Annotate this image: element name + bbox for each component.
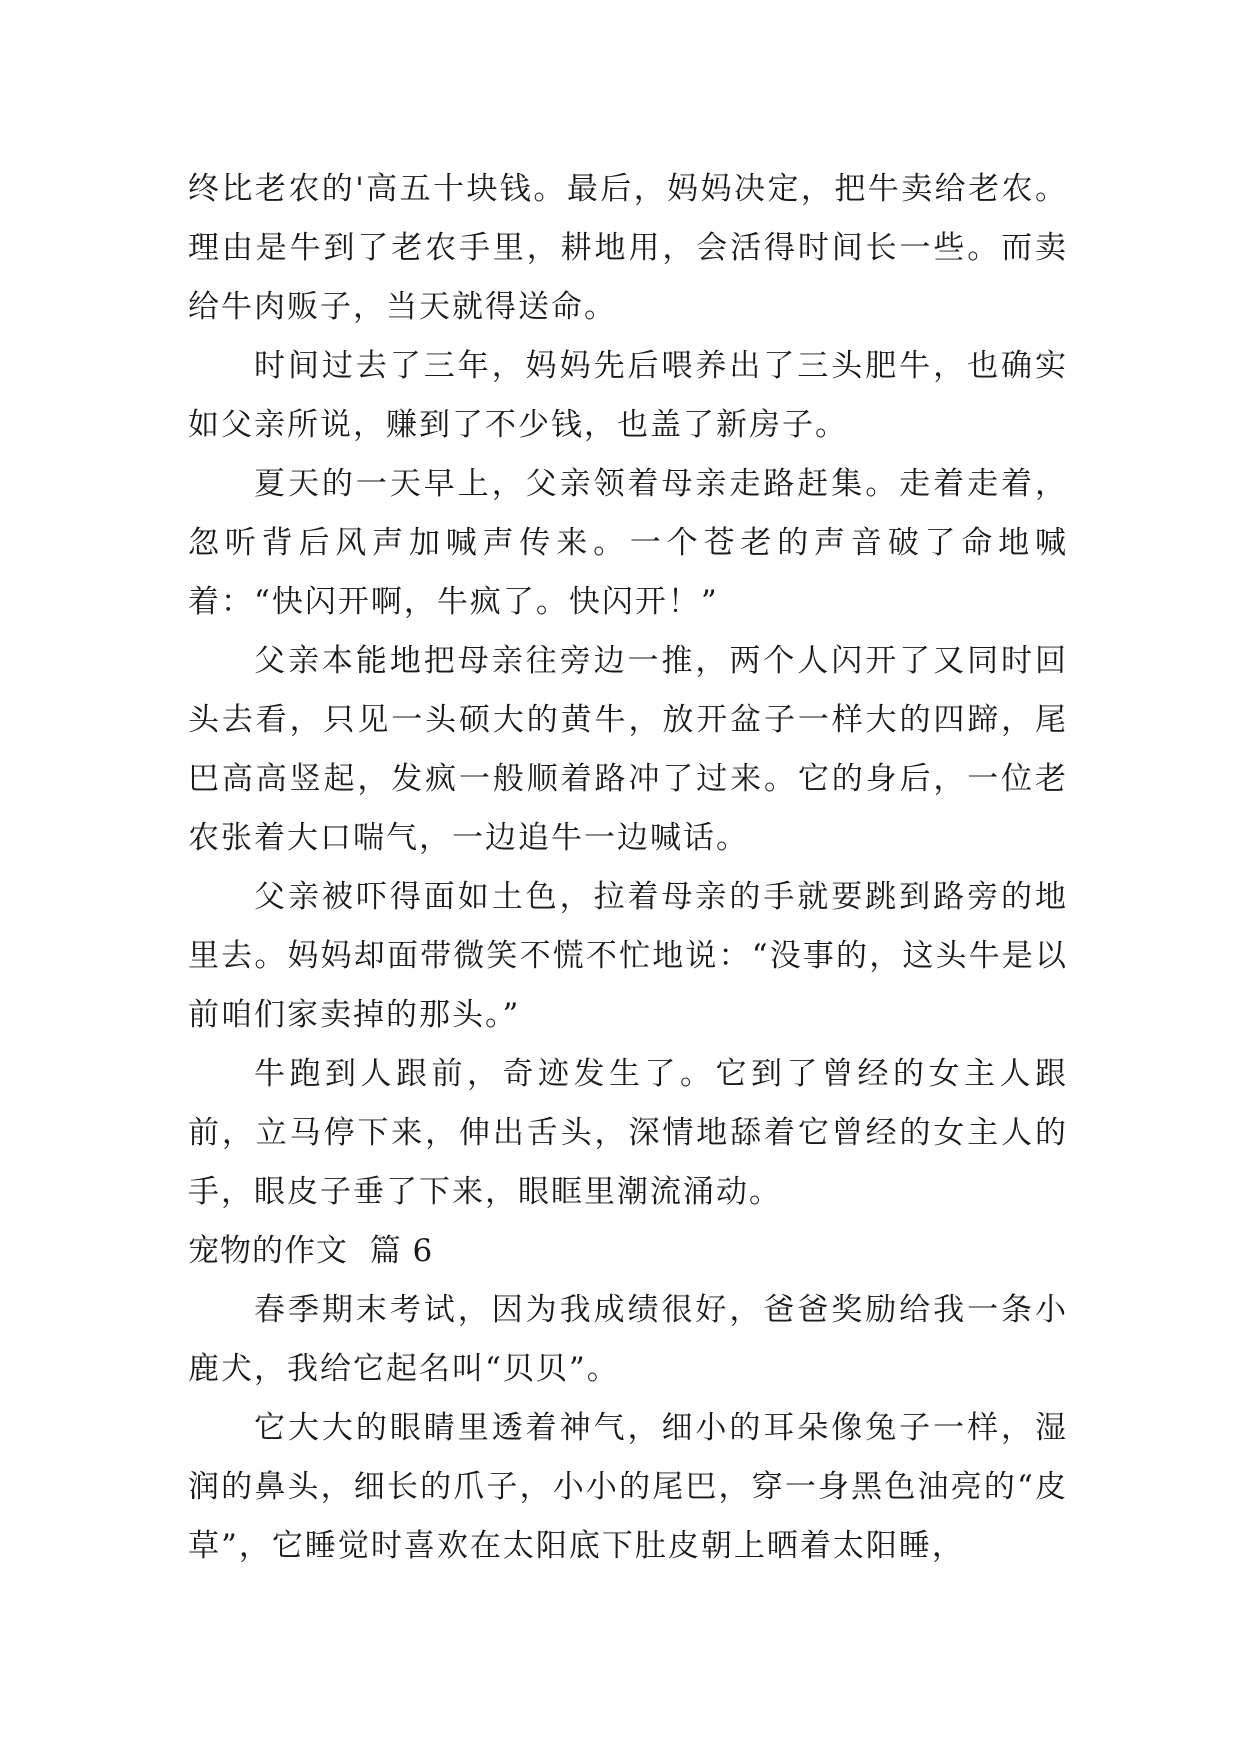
- paragraph-6: 牛跑到人跟前，奇迹发生了。它到了曾经的女主人跟前，立马停下来，伸出舌头，深情地舔着它曾经的女主人的手，眼皮子垂了下来，眼眶里潮流涌动。: [188, 1056, 1068, 1210]
- paragraph-2: 时间过去了三年，妈妈先后喂养出了三头肥牛，也确实如父亲所说，赚到了不少钱，也盖了新房子。: [188, 348, 1068, 443]
- paragraph-4: 父亲本能地把母亲往旁边一推，两个人闪开了又同时回头去看，只见一头硕大的黄牛，放开盆子一样大的四蹄，尾巴高高竖起，发疯一般顺着路冲了过来。它的身后，一位老农张着大口喘气，一边追牛一边喊话。: [188, 643, 1068, 856]
- document-body: [188, 160, 1068, 1576]
- paragraph-1: 终比老农的'高五十块钱。最后，妈妈决定，把牛卖给老农。理由是牛到了老农手里，耕地用，会活得时间长一些。而卖给牛肉贩子，当天就得送命。: [188, 171, 1068, 325]
- paragraph-8: 它大大的眼睛里透着神气，细小的耳朵像兔子一样，湿润的鼻头，细长的爪子，小小的尾巴，穿一身黑色油亮的“皮草”，它睡觉时喜欢在太阳底下肚皮朝上晒着太阳睡，: [188, 1410, 1068, 1564]
- paragraph-5: 父亲被吓得面如土色，拉着母亲的手就要跳到路旁的地里去。妈妈却面带微笑不慌不忙地说：“没事的，这头牛是以前咱们家卖掉的那头。”: [188, 879, 1068, 1033]
- paragraph-3: 夏天的一天早上，父亲领着母亲走路赶集。走着走着，忽听背后风声加喊声传来。一个苍老的声音破了命地喊着：“快闪开啊，牛疯了。快闪开！”: [188, 466, 1068, 620]
- section-heading: 宠物的作文 篇 6: [188, 1233, 434, 1269]
- paragraph-7: 春季期末考试，因为我成绩很好，爸爸奖励给我一条小鹿犬，我给它起名叫“贝贝”。: [188, 1292, 1068, 1387]
